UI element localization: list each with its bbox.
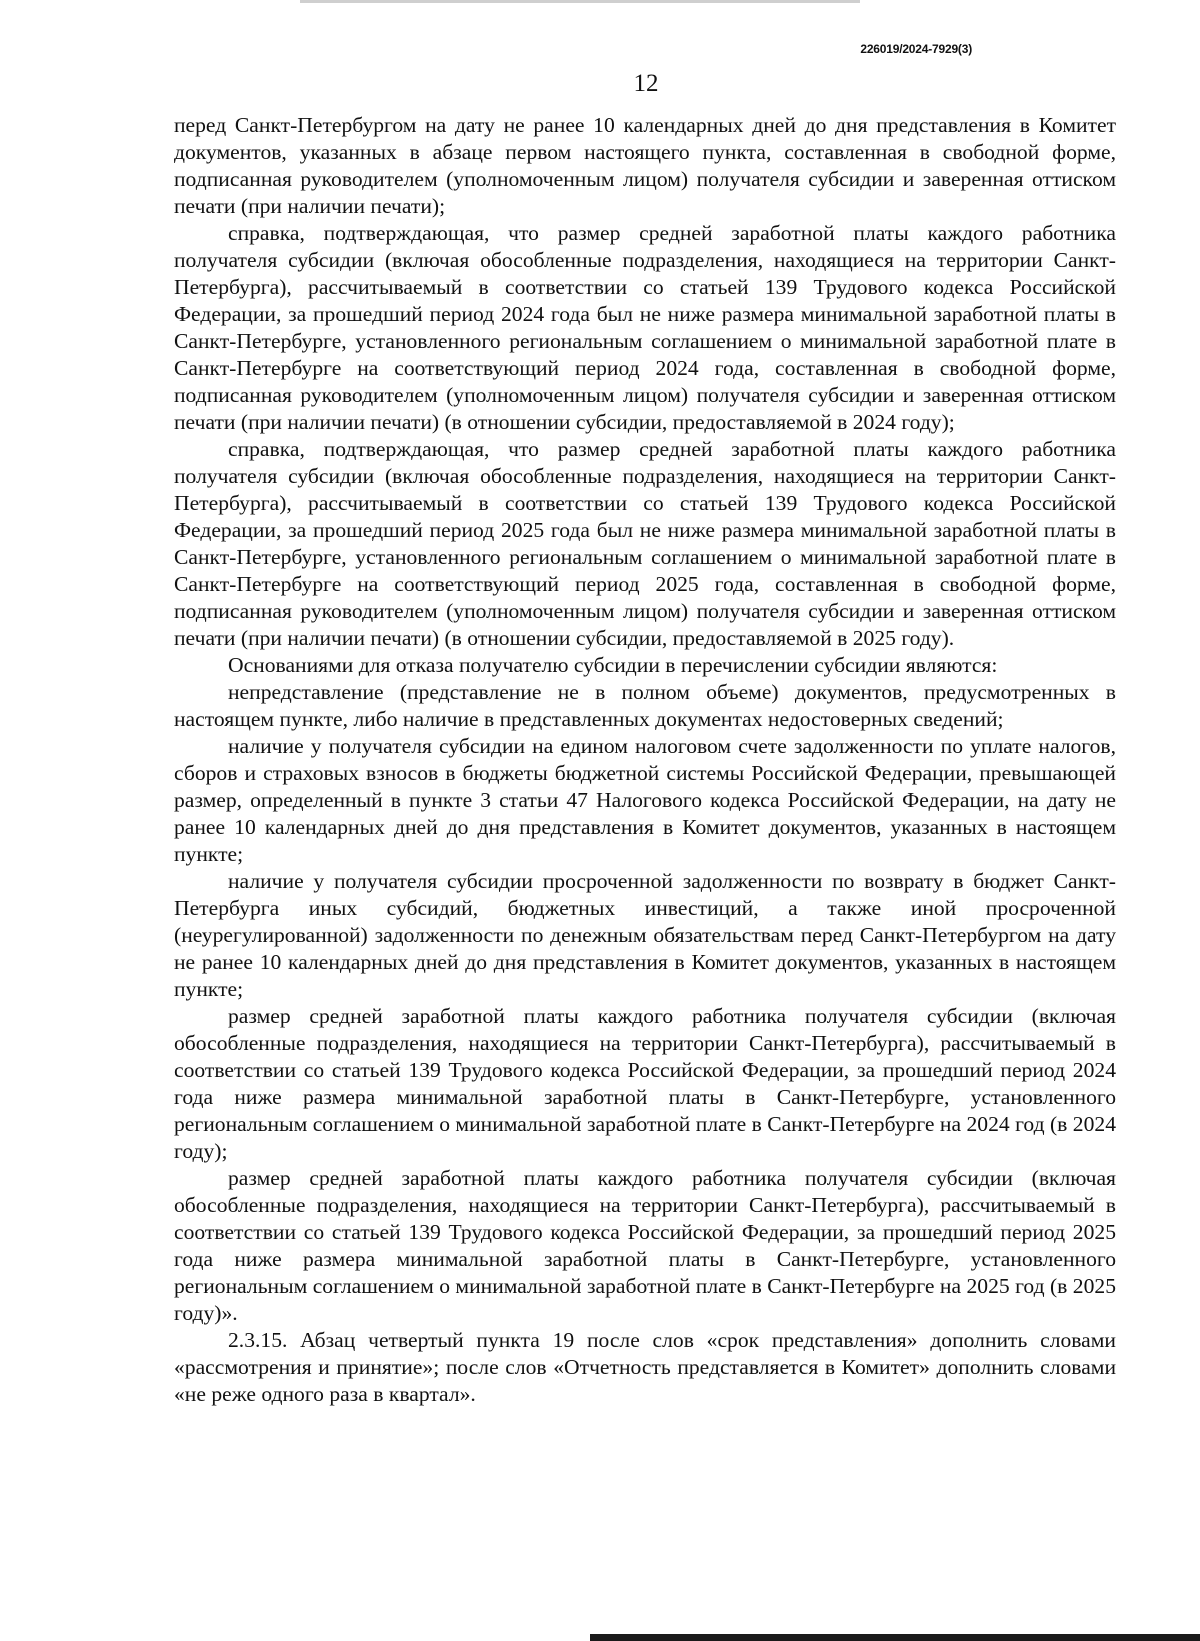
paragraph-refusal-tax-debt: наличие у получателя субсидии на едином налоговом счете задолженности по уплате налогов, сборов и страховых взносов в бюджеты бюджетной системы Российской Федерации, превышающей размер, определенный в пункте 3 статьи 47 Налогового кодекса Российской Федерации, на дату не ранее 10 календарных дней до дня представления в Комитет документов, указанных в настоящем пункте; xyxy=(174,734,1116,866)
scan-bottom-edge xyxy=(590,1634,1200,1641)
paragraph-certificate-2025: справка, подтверждающая, что размер средней заработной платы каждого работника получателя субсидии (включая обособленные подразделения, находящиеся на территории Санкт-Петербурга), рассчитываемый в соответствии со статьей 139 Трудового кодекса Российской Федерации, за прошедший период 2025 года был не ниже размера минимальной заработной платы в Санкт-Петербурге, установленного региональным соглашением о минимальной заработной плате в Санкт-Петербурге на соответствующий период 2025 года, составленная в свободной форме, подписанная руководителем (уполномоченным лицом) получателя субсидии и заверенная оттиском печати (при наличии печати) (в отношении субсидии, предоставляемой в 2025 году). xyxy=(174,437,1116,650)
paragraph-refusal-grounds-intro: Основаниями для отказа получателю субсидии в перечислении субсидии являются: xyxy=(228,653,998,677)
paragraph-refusal-overdue-debt: наличие у получателя субсидии просроченной задолженности по возврату в бюджет Санкт-Петербурга иных субсидий, бюджетных инвестиций, а также иной просроченной (неурегулированной) задолженности по денежным обязательствам перед Санкт-Петербургом на дату не ранее 10 календарных дней до дня представления в Комитет документов, указанных в настоящем пункте; xyxy=(174,869,1116,1001)
page-number: 12 xyxy=(633,70,659,97)
paragraph-certificate-2024: справка, подтверждающая, что размер средней заработной платы каждого работника получателя субсидии (включая обособленные подразделения, находящиеся на территории Санкт-Петербурга), рассчитываемый в соответствии со статьей 139 Трудового кодекса Российской Федерации, за прошедший период 2024 года был не ниже размера минимальной заработной платы в Санкт-Петербурге, установленного региональным соглашением о минимальной заработной плате в Санкт-Петербурге на соответствующий период 2024 года, составленная в свободной форме, подписанная руководителем (уполномоченным лицом) получателя субсидии и заверенная оттиском печати (при наличии печати) (в отношении субсидии, предоставляемой в 2024 году); xyxy=(174,221,1116,434)
document-registration-number: 226019/2024-7929(3) xyxy=(860,42,972,56)
paragraph-amendment-2-3-15: 2.3.15. Абзац четвертый пункта 19 после слов «срок представления» дополнить словами «рассмотрения и принятие»; после слов «Отчетность представляется в Комитет» дополнить словами «не реже одного раза в квартал». xyxy=(174,1328,1116,1406)
scan-top-edge xyxy=(300,0,860,3)
document-body xyxy=(174,112,1116,1408)
paragraph-continuation: перед Санкт-Петербургом на дату не ранее 10 календарных дней до дня представления в Комитет документов, указанных в абзаце первом настоящего пункта, составленная в свободной форме, подписанная руководителем (уполномоченным лицом) получателя субсидии и заверенная оттиском печати (при наличии печати); xyxy=(174,113,1116,218)
paragraph-refusal-salary-2024: размер средней заработной платы каждого работника получателя субсидии (включая обособленные подразделения, находящиеся на территории Санкт-Петербурга), рассчитываемый в соответствии со статьей 139 Трудового кодекса Российской Федерации, за прошедший период 2024 года ниже размера минимальной заработной платы в Санкт-Петербурге, установленного региональным соглашением о минимальной заработной плате в Санкт-Петербурге на 2024 год (в 2024 году); xyxy=(174,1004,1116,1163)
paragraph-refusal-missing-documents: непредставление (представление не в полном объеме) документов, предусмотренных в настоящем пункте, либо наличие в представленных документах недостоверных сведений; xyxy=(174,680,1116,731)
paragraph-refusal-salary-2025: размер средней заработной платы каждого работника получателя субсидии (включая обособленные подразделения, находящиеся на территории Санкт-Петербурга), рассчитываемый в соответствии со статьей 139 Трудового кодекса Российской Федерации, за прошедший период 2025 года ниже размера минимальной заработной платы в Санкт-Петербурге, установленного региональным соглашением о минимальной заработной плате в Санкт-Петербурге на 2025 год (в 2025 году)». xyxy=(174,1166,1116,1325)
